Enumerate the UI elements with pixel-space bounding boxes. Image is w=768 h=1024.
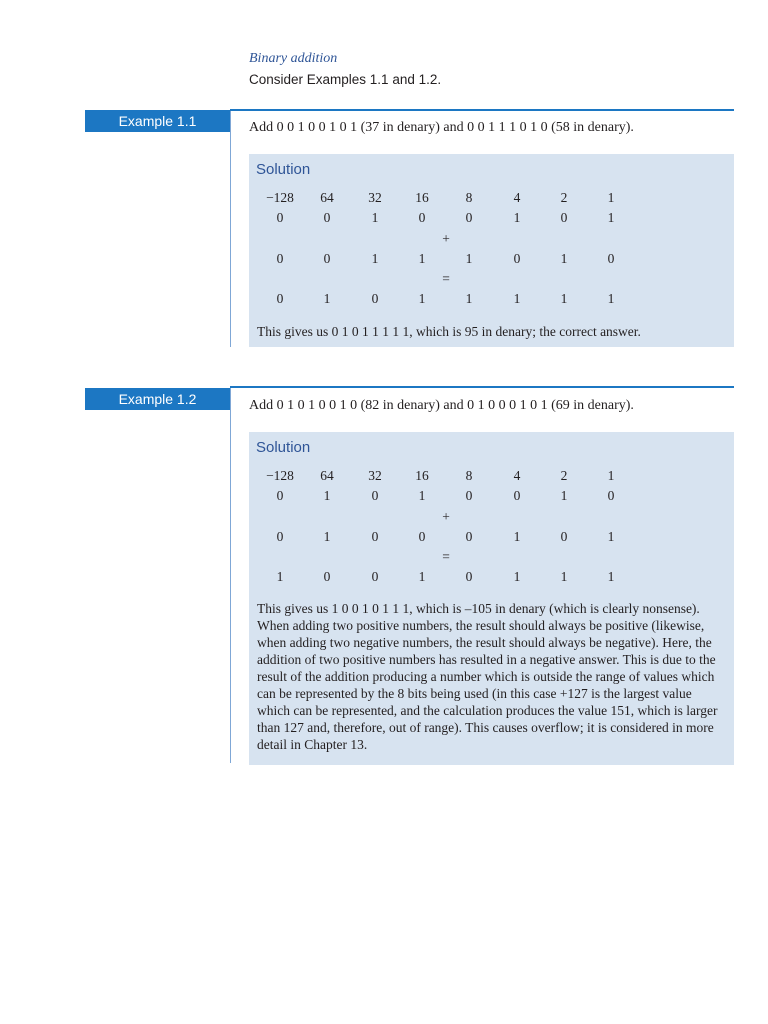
second-operand-cell: 1 [418, 251, 426, 266]
result-cell: 0 [323, 569, 331, 584]
section-heading: Binary addition [249, 51, 338, 66]
solution-title: Solution [256, 161, 311, 178]
first-operand-cell: 0 [371, 488, 379, 503]
example-label: Example 1.1 [85, 110, 230, 132]
result-cell: 1 [607, 291, 615, 306]
first-operand-cell: 1 [418, 488, 426, 503]
equals-sign: = [442, 549, 450, 564]
result-cell: 1 [465, 291, 473, 306]
second-operand-cell: 0 [323, 251, 331, 266]
result-cell: 1 [276, 569, 284, 584]
result-cell: 0 [371, 291, 379, 306]
second-operand-cell: 0 [276, 529, 284, 544]
second-operand-cell: 0 [418, 529, 426, 544]
result-cell: 1 [513, 569, 521, 584]
example-question: Add 0 1 0 1 0 0 1 0 (82 in denary) and 0 1 0 0 0 1 0 1 (69 in denary). [249, 398, 634, 413]
result-cell: 1 [418, 569, 426, 584]
second-operand-cell: 1 [323, 529, 331, 544]
second-operand-cell: 0 [371, 529, 379, 544]
first-operand-cell: 1 [513, 210, 521, 225]
first-operand-cell: 0 [465, 210, 473, 225]
result-cell: 1 [560, 569, 568, 584]
plus-sign: + [442, 231, 450, 246]
place-value-cell: 8 [465, 468, 473, 483]
plus-sign: + [442, 509, 450, 524]
place-value-cell: 64 [320, 190, 334, 205]
place-value-cell: 32 [368, 468, 382, 483]
place-value-cell: 64 [320, 468, 334, 483]
first-operand-cell: 1 [371, 210, 379, 225]
second-operand-cell: 1 [465, 251, 473, 266]
first-operand-cell: 0 [276, 210, 284, 225]
second-operand-cell: 1 [371, 251, 379, 266]
second-operand-cell: 0 [465, 529, 473, 544]
second-operand-cell: 1 [607, 529, 615, 544]
second-operand-cell: 1 [513, 529, 521, 544]
intro-text: Consider Examples 1.1 and 1.2. [249, 72, 442, 87]
place-value-cell: 16 [415, 190, 429, 205]
place-value-cell: 1 [607, 468, 615, 483]
second-operand-cell: 0 [276, 251, 284, 266]
place-value-cell: −128 [266, 190, 294, 205]
result-cell: 0 [465, 569, 473, 584]
result-cell: 1 [607, 569, 615, 584]
result-cell: 1 [323, 291, 331, 306]
place-value-cell: 4 [513, 190, 521, 205]
example-side-rule [230, 111, 231, 347]
place-value-cell: 16 [415, 468, 429, 483]
place-value-cell: 2 [560, 190, 568, 205]
example-rule [230, 109, 734, 111]
second-operand-cell: 1 [560, 251, 568, 266]
solution-box [249, 432, 734, 765]
equals-sign: = [442, 271, 450, 286]
solution-title: Solution [256, 439, 311, 456]
place-value-cell: 4 [513, 468, 521, 483]
first-operand-cell: 0 [560, 210, 568, 225]
first-operand-cell: 0 [418, 210, 426, 225]
first-operand-cell: 0 [276, 488, 284, 503]
first-operand-cell: 1 [607, 210, 615, 225]
first-operand-cell: 0 [465, 488, 473, 503]
place-value-cell: 2 [560, 468, 568, 483]
solution-conclusion: This gives us 0 1 0 1 1 1 1 1, which is 95 in denary; the correct answer. [257, 324, 641, 339]
place-value-cell: 8 [465, 190, 473, 205]
first-operand-cell: 0 [607, 488, 615, 503]
solution-conclusion: This gives us 1 0 0 1 0 1 1 1, which is –105 in denary (which is clearly nonsense). When adding two positive numbers, the result should always be positive (likewise, when adding two negative numbers, the result should always be negative). Here, the addition of two positive numbers has resulted in a negative answer. This is due to the result of the addition producing a number which is outside the range of values which can be represented by the 8 bits being used (in this case +127 is the largest value which can be represented, and the calculation produces the value 151, which is larger than 127 and, therefore, out of range). This causes overflow; it is considered in more detail in Chapter 13. [257, 601, 718, 752]
example-label: Example 1.2 [85, 388, 230, 410]
second-operand-cell: 0 [560, 529, 568, 544]
second-operand-cell: 0 [607, 251, 615, 266]
solution-box [249, 154, 734, 347]
example-rule [230, 386, 734, 388]
second-operand-cell: 0 [513, 251, 521, 266]
example-side-rule [230, 388, 231, 763]
result-cell: 1 [418, 291, 426, 306]
place-value-cell: 32 [368, 190, 382, 205]
example-question: Add 0 0 1 0 0 1 0 1 (37 in denary) and 0 0 1 1 1 0 1 0 (58 in denary). [249, 120, 634, 135]
first-operand-cell: 1 [560, 488, 568, 503]
place-value-cell: −128 [266, 468, 294, 483]
first-operand-cell: 0 [323, 210, 331, 225]
result-cell: 1 [560, 291, 568, 306]
first-operand-cell: 0 [513, 488, 521, 503]
result-cell: 1 [513, 291, 521, 306]
result-cell: 0 [371, 569, 379, 584]
place-value-cell: 1 [607, 190, 615, 205]
result-cell: 0 [276, 291, 284, 306]
first-operand-cell: 1 [323, 488, 331, 503]
